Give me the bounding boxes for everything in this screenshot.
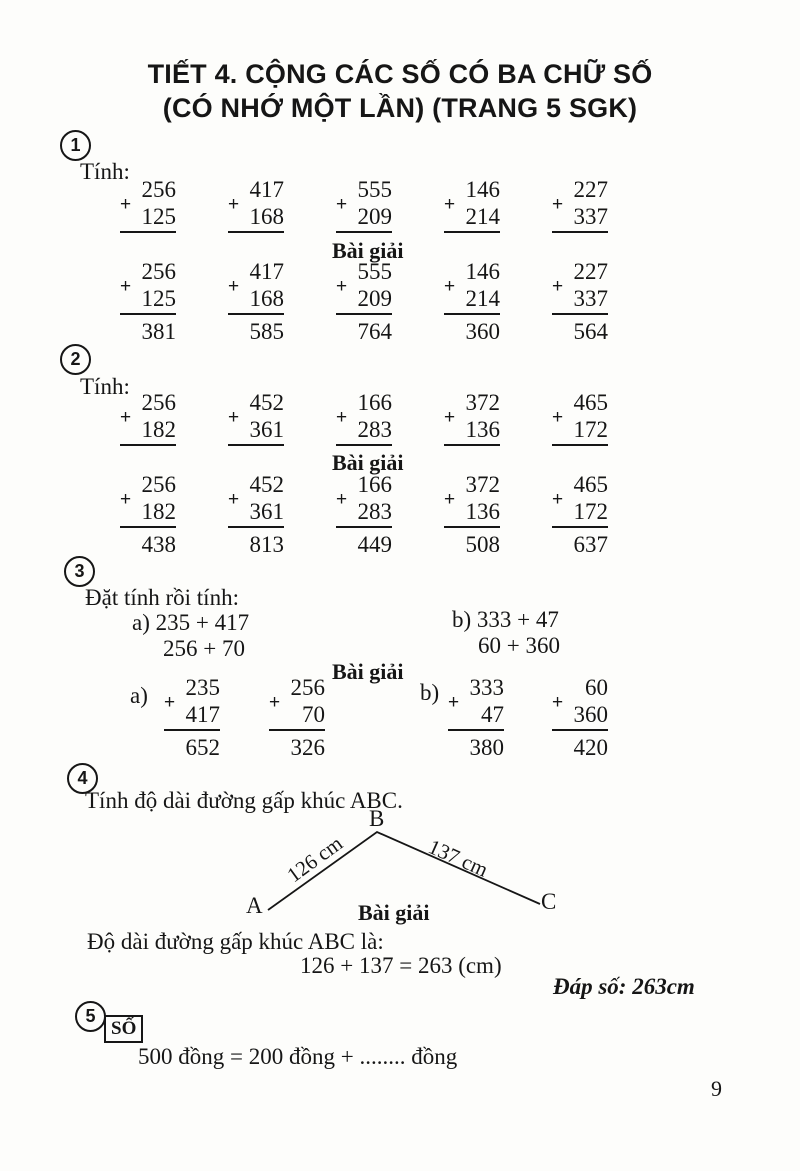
plus-sign: + [228, 194, 240, 215]
addend-bottom: 136 [444, 498, 500, 528]
plus-sign: + [444, 407, 456, 428]
addition-solution [444, 471, 500, 558]
addend-top: 555 [357, 177, 392, 202]
addend-bottom: 70 [269, 701, 325, 731]
addend-top: 417 [249, 259, 284, 284]
addend-bottom: 209 [336, 203, 392, 233]
addend-top: 256 [141, 472, 176, 497]
plus-sign: + [336, 489, 348, 510]
point-c-label: C [541, 889, 557, 914]
addition-solution [228, 258, 284, 345]
addend-top: 227 [573, 259, 608, 284]
solution-part-b-label: b) [420, 680, 440, 705]
plus-sign: + [552, 692, 564, 713]
exercise1-number-badge: 1 [60, 130, 91, 161]
exercise4-solution-line2: 126 + 137 = 263 (cm) [300, 953, 502, 978]
addend-bottom: 168 [228, 285, 284, 315]
addend-bottom: 361 [228, 498, 284, 528]
exercise5-number-badge: 5 [75, 1001, 106, 1032]
point-a-label: A [246, 893, 263, 918]
addition-problem [336, 389, 392, 446]
sum-value: 637 [573, 532, 608, 557]
exercise3-part-a-line1 [132, 609, 249, 636]
addition-solution [448, 674, 504, 761]
exercise2-number-badge: 2 [60, 344, 91, 375]
addend-top: 256 [290, 675, 325, 700]
addend-bottom: 182 [120, 498, 176, 528]
addend-bottom: 182 [120, 416, 176, 446]
plus-sign: + [552, 276, 564, 297]
addition-solution [552, 674, 608, 761]
plus-sign: + [552, 194, 564, 215]
addend-top: 146 [465, 259, 500, 284]
sum-value: 764 [357, 319, 392, 344]
plus-sign: + [120, 276, 132, 297]
addend-bottom: 47 [448, 701, 504, 731]
addend-bottom: 125 [120, 203, 176, 233]
expression: 235 + 417 [155, 610, 250, 635]
addition-problem [552, 389, 608, 446]
addend-bottom: 337 [552, 203, 608, 233]
plus-sign: + [444, 276, 456, 297]
addend-top: 465 [573, 390, 608, 415]
sum-value: 813 [249, 532, 284, 557]
exercise4-instruction: Tính độ dài đường gấp khúc ABC. [85, 788, 403, 813]
addend-top: 235 [185, 675, 220, 700]
exercise5-statement: 500 đồng = 200 đồng + ........ đồng [138, 1044, 458, 1069]
addition-problem [228, 389, 284, 446]
plus-sign: + [336, 194, 348, 215]
plus-sign: + [448, 692, 460, 713]
exercise4-solution-heading: Bài giải [358, 900, 430, 925]
addition-solution [120, 258, 176, 345]
exercise4-solution-line1: Độ dài đường gấp khúc ABC là: [87, 929, 384, 954]
addition-solution [444, 258, 500, 345]
addend-bottom: 214 [444, 285, 500, 315]
sum-value: 326 [290, 735, 325, 760]
addend-top: 417 [249, 177, 284, 202]
plus-sign: + [228, 489, 240, 510]
part-a-label: a) [132, 610, 150, 635]
sum-value: 652 [185, 735, 220, 760]
addend-bottom: 337 [552, 285, 608, 315]
addition-solution [552, 471, 608, 558]
addition-problem [336, 176, 392, 233]
exercise3-solution-heading: Bài giải [332, 659, 404, 684]
plus-sign: + [444, 489, 456, 510]
sum-value: 449 [357, 532, 392, 557]
addend-bottom: 360 [552, 701, 608, 731]
plus-sign: + [552, 489, 564, 510]
addition-solution [228, 471, 284, 558]
addend-top: 555 [357, 259, 392, 284]
exercise2-instruction: Tính: [80, 374, 130, 399]
addend-top: 465 [573, 472, 608, 497]
addend-top: 60 [585, 675, 608, 700]
exercise3-part-b-line1 [452, 606, 559, 633]
addend-bottom: 361 [228, 416, 284, 446]
title-line-2: (CÓ NHỚ MỘT LẦN) (TRANG 5 SGK) [162, 93, 638, 123]
addend-top: 256 [141, 259, 176, 284]
exercise3-instruction: Đặt tính rồi tính: [85, 585, 239, 610]
expression: 333 + 47 [476, 607, 559, 632]
exercise1-instruction: Tính: [80, 159, 130, 184]
addend-top: 256 [141, 177, 176, 202]
addition-solution [336, 258, 392, 345]
plus-sign: + [552, 407, 564, 428]
sum-value: 420 [573, 735, 608, 760]
exercise5-so-box: SỐ [104, 1015, 143, 1043]
plus-sign: + [444, 194, 456, 215]
addend-bottom: 417 [164, 701, 220, 731]
exercise1-solution-heading: Bài giải [332, 238, 404, 263]
solution-part-a-label: a) [130, 683, 148, 708]
plus-sign: + [164, 692, 176, 713]
part-b-label: b) [452, 607, 472, 632]
addition-solution [269, 674, 325, 761]
exercise4-answer: Đáp số: 263cm [553, 974, 695, 999]
plus-sign: + [120, 489, 132, 510]
addend-bottom: 209 [336, 285, 392, 315]
addend-bottom: 136 [444, 416, 500, 446]
title-line-1: TIẾT 4. CỘNG CÁC SỐ CÓ BA CHỮ SỐ [147, 59, 653, 89]
plus-sign: + [269, 692, 281, 713]
addend-top: 452 [249, 472, 284, 497]
addition-problem [120, 389, 176, 446]
plus-sign: + [228, 407, 240, 428]
addend-top: 452 [249, 390, 284, 415]
sum-value: 585 [249, 319, 284, 344]
addition-problem [228, 176, 284, 233]
point-b-label: B [369, 806, 385, 831]
addend-top: 146 [465, 177, 500, 202]
addend-bottom: 214 [444, 203, 500, 233]
addend-top: 256 [141, 390, 176, 415]
segment-ab-length-label: 126 cm [282, 831, 348, 888]
addend-top: 333 [469, 675, 504, 700]
sum-value: 381 [141, 319, 176, 344]
addend-bottom: 172 [552, 416, 608, 446]
addend-bottom: 125 [120, 285, 176, 315]
plus-sign: + [228, 276, 240, 297]
addend-top: 166 [357, 390, 392, 415]
addend-bottom: 283 [336, 498, 392, 528]
addend-top: 227 [573, 177, 608, 202]
exercise3-part-a-line2: 256 + 70 [163, 636, 245, 661]
exercise4-number-badge: 4 [67, 763, 98, 794]
addend-bottom: 172 [552, 498, 608, 528]
addition-problem [444, 389, 500, 446]
plus-sign: + [336, 276, 348, 297]
sum-value: 438 [141, 532, 176, 557]
addition-problem [552, 176, 608, 233]
exercise2-solution-heading: Bài giải [332, 450, 404, 475]
addition-solution [336, 471, 392, 558]
plus-sign: + [336, 407, 348, 428]
addition-solution [552, 258, 608, 345]
exercise3-number-badge: 3 [64, 556, 95, 587]
plus-sign: + [120, 407, 132, 428]
addition-problem [444, 176, 500, 233]
addend-top: 166 [357, 472, 392, 497]
page-number: 9 [711, 1076, 722, 1101]
addend-bottom: 283 [336, 416, 392, 446]
sum-value: 508 [465, 532, 500, 557]
sum-value: 564 [573, 319, 608, 344]
sum-value: 360 [465, 319, 500, 344]
addend-top: 372 [465, 472, 500, 497]
addition-problem [120, 176, 176, 233]
sum-value: 380 [469, 735, 504, 760]
page-title [0, 57, 800, 125]
addition-solution [120, 471, 176, 558]
segment-bc-length-label: 137 cm [424, 834, 492, 882]
addend-bottom: 168 [228, 203, 284, 233]
exercise3-part-b-line2: 60 + 360 [478, 633, 560, 658]
addend-top: 372 [465, 390, 500, 415]
addition-solution [164, 674, 220, 761]
plus-sign: + [120, 194, 132, 215]
